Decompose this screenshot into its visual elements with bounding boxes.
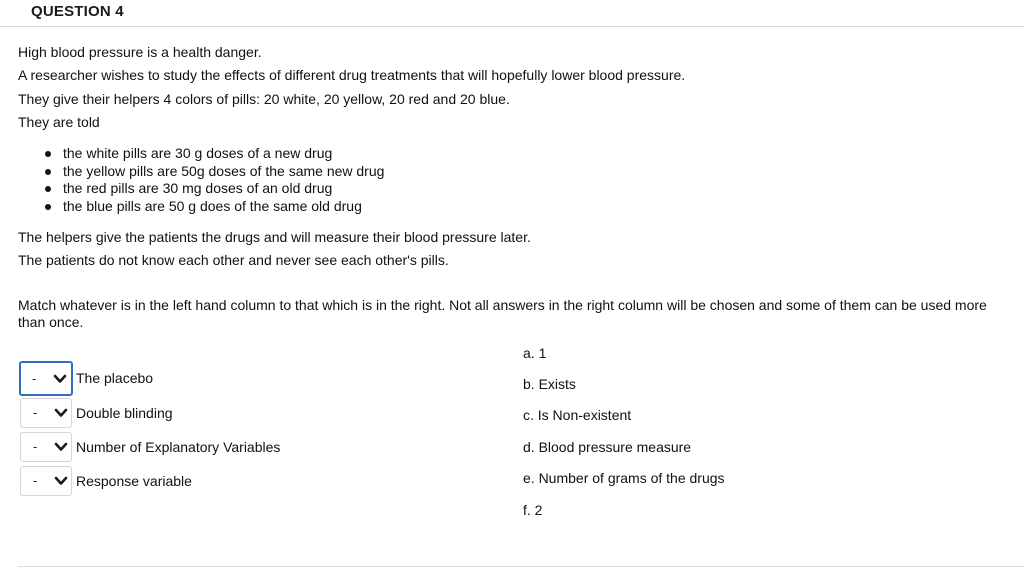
chevron-down-icon: [54, 476, 68, 486]
match-label-explanatory-variables: Number of Explanatory Variables: [76, 439, 281, 455]
after-line-1: The helpers give the patients the drugs and will measure their blood pressure later.: [18, 229, 531, 245]
intro-line-2: A researcher wishes to study the effects of different drug treatments that will hopefully lower blood pressure.: [18, 67, 686, 83]
question-header: [0, 0, 1024, 27]
select-value: -: [33, 405, 38, 420]
question-title: QUESTION 4: [31, 3, 124, 20]
match-select-double-blinding[interactable]: [20, 398, 72, 428]
answer-option: e. Number of grams of the drugs: [523, 470, 725, 486]
intro-line-3: They give their helpers 4 colors of pills: 20 white, 20 yellow, 20 red and 20 blue.: [18, 91, 510, 107]
after-line-2: The patients do not know each other and never see each other's pills.: [18, 252, 449, 268]
answer-option: c. Is Non-existent: [523, 407, 632, 423]
pill-description-list: [44, 145, 384, 215]
list-item: the yellow pills are 50g doses of the same new drug: [44, 163, 384, 181]
chevron-down-icon: [53, 374, 67, 384]
match-select-explanatory-variables[interactable]: [20, 432, 72, 462]
bullet-dot-icon: [45, 169, 51, 175]
list-item: the white pills are 30 g doses of a new drug: [44, 145, 384, 163]
list-item: the red pills are 30 mg doses of an old drug: [44, 180, 384, 198]
bullet-dot-icon: [45, 151, 51, 157]
chevron-down-icon: [54, 408, 68, 418]
divider: [18, 566, 1024, 567]
intro-line-4: They are told: [18, 114, 100, 130]
answer-option: a. 1: [523, 345, 547, 361]
list-item: the blue pills are 50 g does of the same old drug: [44, 198, 384, 216]
select-value: -: [33, 439, 38, 454]
answer-option: d. Blood pressure measure: [523, 439, 692, 455]
chevron-down-icon: [54, 442, 68, 452]
select-value: -: [33, 473, 38, 488]
matching-instructions: Match whatever is in the left hand column to that which is in the right. Not all answers in the right column will be chosen and some of them can be used more than once.: [18, 297, 987, 330]
match-label-double-blinding: Double blinding: [76, 405, 173, 421]
match-select-placebo[interactable]: [19, 361, 73, 396]
bullet-dot-icon: [45, 204, 51, 210]
answer-option: b. Exists: [523, 376, 576, 392]
answer-option: f. 2: [523, 502, 543, 518]
select-value: -: [32, 371, 37, 386]
match-label-placebo: The placebo: [76, 370, 154, 386]
intro-line-1: High blood pressure is a health danger.: [18, 44, 262, 60]
bullet-dot-icon: [45, 186, 51, 192]
match-label-response-variable: Response variable: [76, 473, 192, 489]
match-select-response-variable[interactable]: [20, 466, 72, 496]
